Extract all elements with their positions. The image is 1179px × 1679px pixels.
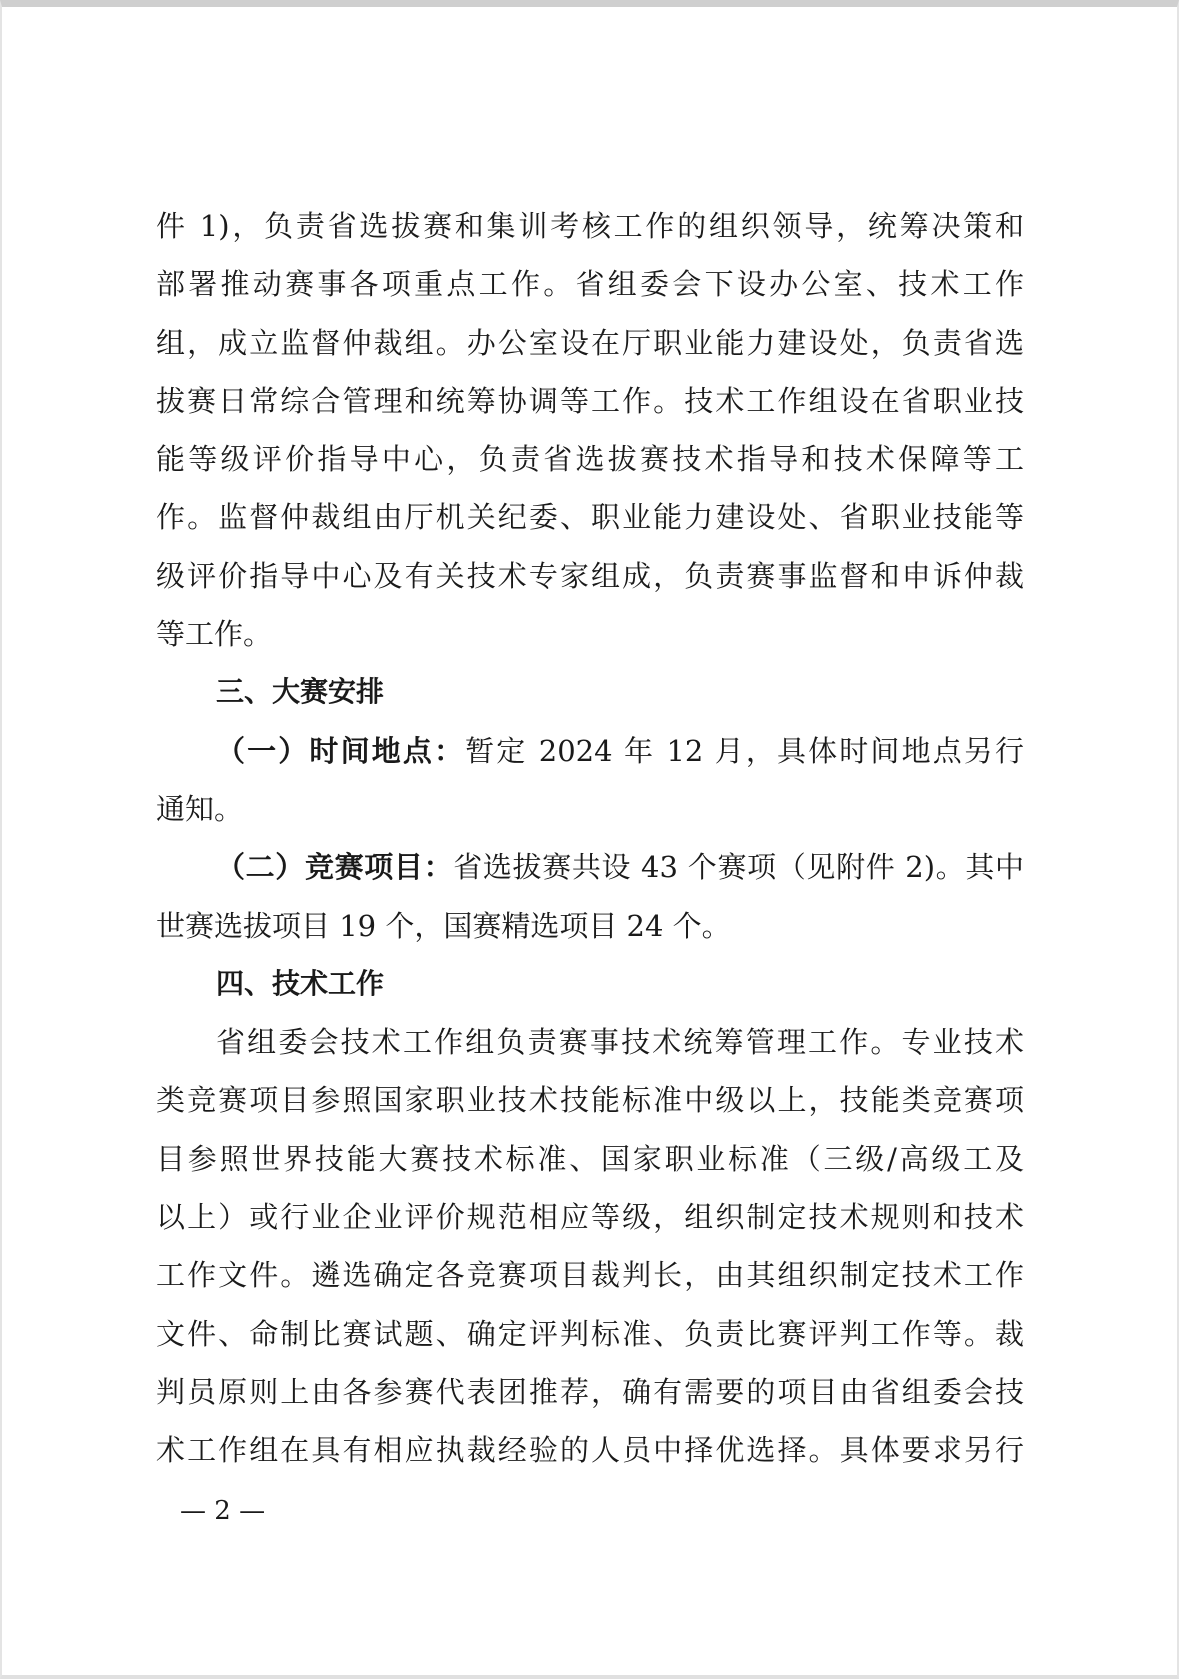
- body-line: 目参照世界技能大赛技术标准、国家职业标准（三级/高级工及: [156, 1141, 1024, 1176]
- body-line: 等工作。: [156, 617, 273, 652]
- body-line: 作。监督仲裁组由厅机关纪委、职业能力建设处、省职业技能等: [156, 500, 1024, 535]
- item-continuation: 世赛选拔项目 19 个，国赛精选项目 24 个。: [156, 908, 731, 943]
- body-line: 组，成立监督仲裁组。办公室设在厅职业能力建设处，负责省选: [156, 325, 1024, 360]
- section-heading-technical: 四、技术工作: [216, 966, 385, 1000]
- item-label: （一）时间地点：: [216, 733, 466, 768]
- item-text: 暂定 2024 年 12 月，具体时间地点另行: [465, 733, 1024, 768]
- body-line: 判员原则上由各参赛代表团推荐，确有需要的项目由省组委会技: [156, 1374, 1024, 1409]
- document-body: [156, 197, 1024, 1480]
- item-label: （二）竞赛项目：: [216, 850, 454, 885]
- body-line: 件 1)，负责省选拔赛和集训考核工作的组织领导，统筹决策和: [156, 209, 1024, 243]
- section-heading-arrangement: 三、大赛安排: [216, 675, 385, 709]
- body-line: 部署推动赛事各项重点工作。省组委会下设办公室、技术工作: [156, 267, 1024, 302]
- body-line: 拔赛日常综合管理和统筹协调等工作。技术工作组设在省职业技: [156, 383, 1024, 418]
- item-continuation: 通知。: [156, 791, 244, 826]
- body-line: 以上）或行业企业评价规范相应等级，组织制定技术规则和技术: [156, 1200, 1024, 1235]
- item-competition-events: [156, 838, 1024, 896]
- body-line: 类竞赛项目参照国家职业技术技能标准中级以上，技能类竞赛项: [156, 1083, 1024, 1118]
- body-line: 能等级评价指导中心，负责省选拔赛技术指导和技术保障等工: [156, 442, 1024, 477]
- item-text: 省选拔赛共设 43 个赛项（见附件 2)。其中: [453, 850, 1024, 885]
- body-line: 工作文件。遴选确定各竞赛项目裁判长，由其组织制定技术工作: [156, 1258, 1024, 1293]
- body-line: 文件、命制比赛试题、确定评判标准、负责比赛评判工作等。裁: [156, 1316, 1024, 1351]
- body-line: 术工作组在具有相应执裁经验的人员中择优选择。具体要求另行: [156, 1433, 1024, 1468]
- body-line: 级评价指导中心及有关技术专家组成，负责赛事监督和申诉仲裁: [156, 558, 1024, 593]
- body-line: 省组委会技术工作组负责赛事技术统筹管理工作。专业技术: [216, 1025, 1024, 1060]
- page-number: — 2 —: [180, 1496, 266, 1526]
- item-time-location: [156, 722, 1024, 780]
